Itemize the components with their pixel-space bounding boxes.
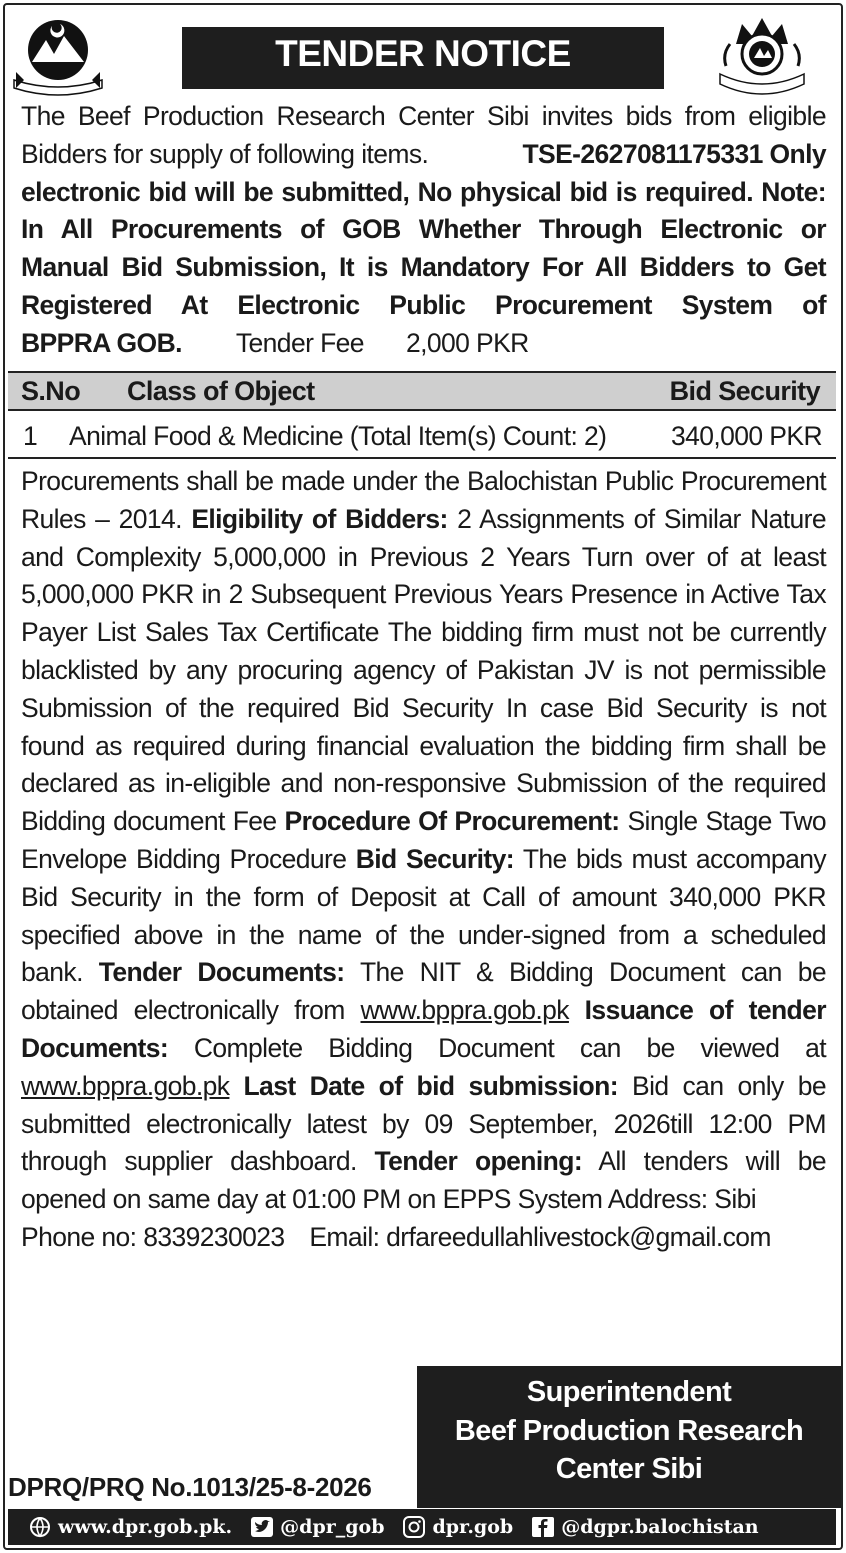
footer-facebook[interactable] (531, 1516, 758, 1538)
bppra-link-1[interactable]: www.bppra.gob.pk (360, 995, 569, 1026)
last-date-text: Bid can only be submitted electronically latest by 09 September, 2026till 12:00 PM through supplier dashboard. (21, 1070, 827, 1177)
signatory-org-line-1: Beef Production Research (454, 1414, 804, 1447)
instagram-text: dpr.gob (432, 1516, 514, 1538)
reference-number: DPRQ/PRQ No.1013/25-8-2026 (8, 1472, 372, 1502)
facebook-text: @dgpr.balochistan (561, 1516, 759, 1538)
footer-twitter[interactable] (250, 1516, 384, 1538)
tender-notice-title: TENDER NOTICE (182, 27, 664, 89)
col-class-of-object: Class of Object (127, 376, 315, 406)
issuance-text: Complete Bidding Document can be viewed at (193, 1032, 826, 1063)
balochistan-emblem-logo (12, 14, 104, 96)
facebook-icon (531, 1516, 555, 1538)
globe-icon (28, 1516, 52, 1538)
table-header (8, 371, 836, 411)
eligibility-label: Eligibility of Bidders: (191, 503, 448, 534)
signature-block (417, 1366, 841, 1508)
org-name: BPPRA GOB. (21, 327, 182, 358)
signatory-title: Superintendent (526, 1376, 732, 1408)
cell-sno: 1 (23, 421, 38, 451)
details-paragraph (21, 463, 826, 1257)
cell-security: 340,000 PKR (670, 421, 822, 451)
website-text: www.dpr.gob.pk. (58, 1516, 233, 1538)
bppra-link-2[interactable]: www.bppra.gob.pk (21, 1070, 230, 1101)
tender-documents-label: Tender Documents: (98, 957, 345, 988)
phone-text: Phone no: 8339230023 (21, 1221, 285, 1252)
tender-opening-label: Tender opening: (374, 1146, 583, 1177)
dgpr-seal-logo (716, 14, 808, 96)
procedure-label: Procedure Of Procurement: (284, 806, 620, 837)
col-bid-security: Bid Security (669, 376, 820, 406)
col-sno: S.No (21, 376, 81, 406)
issuance-label: Issuance of tender Documents: (21, 995, 826, 1063)
bid-security-label: Bid Security: (355, 843, 514, 874)
rules-text: Procurements shall be made under the Balochistan Public Procurement Rules – 2014. (21, 466, 826, 534)
footer-bar (8, 1509, 836, 1545)
email-text: Email: drfareedullahlivestock@gmail.com (309, 1221, 771, 1252)
eligibility-text: 2 Assignments of Similar Nature and Complexity 5,000,000 in Previous 2 Years Turn over of at least 5,000,000 PKR in 2 Subsequent Previous Years Presence in Active Tax Payer List Sales Tax Certificate The bidding firm must not be currently blacklisted by any procuring agency of Pakistan JV is not permissible Submission of the required Bid Security In case Bid Security is not found as required during financial evaluation the bidding firm shall be declared as in-eligible and non-responsive Submission of the required Bidding document Fee (21, 503, 827, 837)
footer-website[interactable] (28, 1516, 232, 1538)
footer-instagram[interactable] (402, 1516, 513, 1538)
procedure-text: Single Stage Two Envelope Bidding Procedure (21, 806, 827, 874)
signatory-org-line-2: Center Sibi (555, 1453, 703, 1485)
address-text: Address: Sibi (607, 1184, 757, 1215)
bid-security-text: The bids must accompany Bid Security in the form of Deposit at Call of amount 340,000 PKR specified above in the name of the under-signed from a scheduled bank. (21, 843, 826, 988)
tender-documents-text: The NIT & Bidding Document can be obtained electronically from (21, 957, 826, 1026)
intro-line-2: Bidders for supply of following items. (21, 138, 429, 169)
tender-opening-text: All tenders will be opened on same day at 01:00 PM on EPPS System (21, 1146, 826, 1215)
intro-paragraph (21, 98, 826, 363)
twitter-text: @dpr_gob (280, 1516, 385, 1538)
last-date-label: Last Date of bid submission: (243, 1070, 618, 1101)
registration-note: electronic bid will be submitted, No physical bid is required. Note: In All Procurements of GOB Whether Through Electronic or Manual Bid Submission, It is Mandatory For All Bidders to Get Registered At Electronic Public Procurement System of (21, 176, 826, 320)
instagram-icon (402, 1516, 426, 1538)
fee-label: Tender Fee (235, 327, 364, 358)
twitter-icon (250, 1516, 274, 1538)
intro-line-1: The Beef Production Research Center Sibi invites bids from eligible (21, 101, 826, 131)
cell-object: Animal Food & Medicine (Total Item(s) Count: 2) (69, 421, 607, 451)
fee-row (21, 325, 826, 363)
table-row (8, 413, 836, 459)
fee-value: 2,000 PKR (405, 327, 529, 358)
tse-number: TSE-2627081175331 Only (522, 138, 826, 169)
